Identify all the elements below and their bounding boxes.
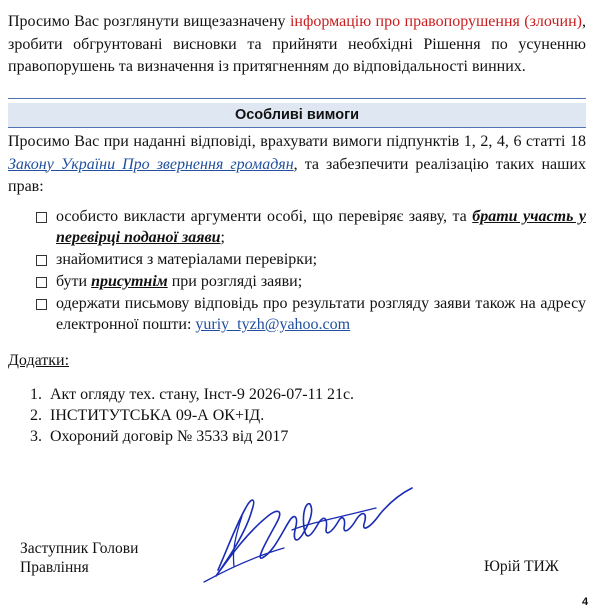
checkbox-icon xyxy=(36,255,47,266)
intro-text-1: Просимо Вас розглянути вищезазначену xyxy=(8,13,290,30)
attachment-item xyxy=(30,384,354,405)
offense-info-highlight: інформацію про правопорушення (злочин) xyxy=(289,13,583,30)
list-item-text: особисто викласти аргументи особі, що перевіряє заяву, та xyxy=(56,208,473,225)
list-item-emphasis: присутнім xyxy=(91,273,168,290)
attachments-list xyxy=(30,384,354,447)
position-line-1: Заступник Голови xyxy=(20,540,139,557)
attachments-title: Додатки: xyxy=(8,352,70,369)
attachment-text: ІНСТИТУТСЬКА 09-А ОК+ІД. xyxy=(50,407,265,424)
rights-list xyxy=(36,206,586,336)
section-divider-top xyxy=(8,98,586,99)
list-item xyxy=(36,293,586,335)
section-divider-bottom xyxy=(8,127,586,128)
signatory-position xyxy=(20,539,138,577)
page-number: 4 xyxy=(582,596,589,608)
attachment-number: 3. xyxy=(30,428,42,445)
attachment-number: 1. xyxy=(30,386,42,403)
checkbox-icon xyxy=(36,277,47,288)
list-item-end: при розгляді заяви; xyxy=(167,273,303,290)
list-item-end: ; xyxy=(220,229,225,246)
intro-paragraph xyxy=(8,11,586,79)
law-link[interactable]: Закону України Про звернення громадян xyxy=(8,155,294,173)
intro-text-2: , зробити обгрунтовані висновки та прийняти необхідні Рішення по усуненню правопорушень та визначення із притягненням до відповідальності винних. xyxy=(8,13,587,75)
attachment-text: Охороний договір № 3533 від 2017 xyxy=(50,428,289,445)
checkbox-icon xyxy=(36,212,47,223)
list-item-emphasis: брати участь у перевірці поданої заяви xyxy=(56,208,587,246)
handwritten-signature xyxy=(186,474,426,589)
requirements-text-1: Просимо Вас при наданні відповіді, врахувати вимоги підпунктів 1, 2, 4, 6 статті 18 xyxy=(8,133,586,150)
requirements-text-2: , та забезпечити реалізацію таких наших прав: xyxy=(8,155,586,195)
list-item xyxy=(36,271,586,292)
attachment-item xyxy=(30,405,354,426)
attachment-item xyxy=(30,426,354,447)
requirements-paragraph xyxy=(8,131,586,199)
signatory-name: Юрій ТИЖ xyxy=(484,558,559,575)
position-line-2: Правління xyxy=(20,559,89,576)
checkbox-icon xyxy=(36,299,47,310)
list-item-text: бути xyxy=(56,273,92,290)
list-item xyxy=(36,206,586,248)
section-title: Особливі вимоги xyxy=(8,103,586,127)
list-item xyxy=(36,249,586,270)
email-link[interactable]: yuriy_tyzh@yahoo.com xyxy=(195,316,351,333)
list-item-text: знайомитися з матеріалами перевірки; xyxy=(56,251,318,268)
attachment-text: Акт огляду тех. стану, Інст-9 2026-07-11 21с. xyxy=(50,386,355,403)
attachment-number: 2. xyxy=(30,407,42,424)
list-item-text: одержати письмову відповідь про результати розгляду заяви також на адресу електронної пошти: xyxy=(56,295,586,333)
